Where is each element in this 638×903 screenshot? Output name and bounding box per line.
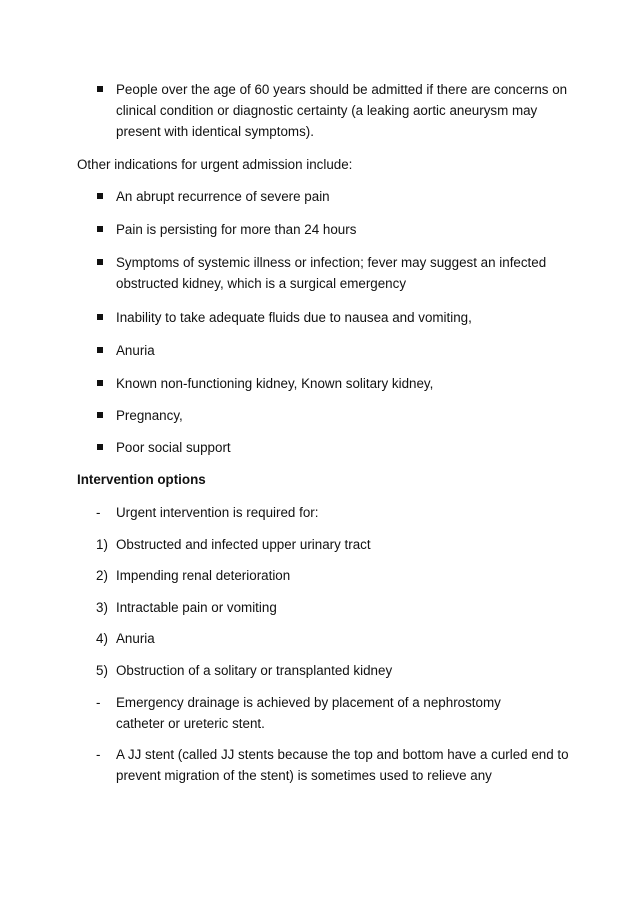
dash-marker: - — [96, 695, 101, 710]
square-bullet-icon — [97, 412, 103, 418]
indication-text: An abrupt recurrence of severe pain — [116, 189, 330, 204]
item-number: 1) — [96, 537, 108, 552]
jj-stent-note: A JJ stent (called JJ stents because the top and bottom have a curled end to prevent migration of the stent) is sometimes used to relieve any — [116, 747, 569, 783]
dash-marker: - — [96, 747, 101, 762]
square-bullet-icon — [97, 193, 103, 199]
indication-text: Pain is persisting for more than 24 hours — [116, 222, 357, 237]
square-bullet-icon — [97, 259, 103, 265]
indication-text: Known non-functioning kidney, Known solitary kidney, — [116, 376, 434, 391]
indication-text: Pregnancy, — [116, 408, 183, 423]
square-bullet-icon — [97, 347, 103, 353]
item-text: Anuria — [116, 631, 155, 646]
item-text: Intractable pain or vomiting — [116, 600, 277, 615]
item-text: Obstruction of a solitary or transplanted kidney — [116, 663, 393, 678]
indication-text: Anuria — [116, 343, 155, 358]
indication-text: Poor social support — [116, 440, 231, 455]
square-bullet-icon — [97, 86, 103, 92]
intervention-heading: Intervention options — [77, 472, 206, 487]
square-bullet-icon — [97, 444, 103, 450]
square-bullet-icon — [97, 226, 103, 232]
item-number: 5) — [96, 663, 108, 678]
other-indications-label: Other indications for urgent admission include: — [77, 157, 353, 172]
item-number: 3) — [96, 600, 108, 615]
square-bullet-icon — [97, 314, 103, 320]
item-number: 2) — [96, 568, 108, 583]
drainage-note: Emergency drainage is achieved by placement of a nephrostomy catheter or ureteric stent. — [116, 695, 501, 731]
item-number: 4) — [96, 631, 108, 646]
urgent-label: Urgent intervention is required for: — [116, 505, 319, 520]
intro-bullet-text: People over the age of 60 years should be admitted if there are concerns on clinical condition or diagnostic certainty (a leaking aortic aneurysm may present with identical symptoms). — [116, 82, 568, 139]
item-text: Impending renal deterioration — [116, 568, 291, 583]
item-text: Obstructed and infected upper urinary tract — [116, 537, 371, 552]
square-bullet-icon — [97, 380, 103, 386]
indication-text: Inability to take adequate fluids due to nausea and vomiting, — [116, 310, 472, 325]
dash-marker: - — [96, 505, 101, 520]
indication-text: Symptoms of systemic illness or infection; fever may suggest an infected obstructed kidney, which is a surgical emergency — [116, 255, 547, 291]
